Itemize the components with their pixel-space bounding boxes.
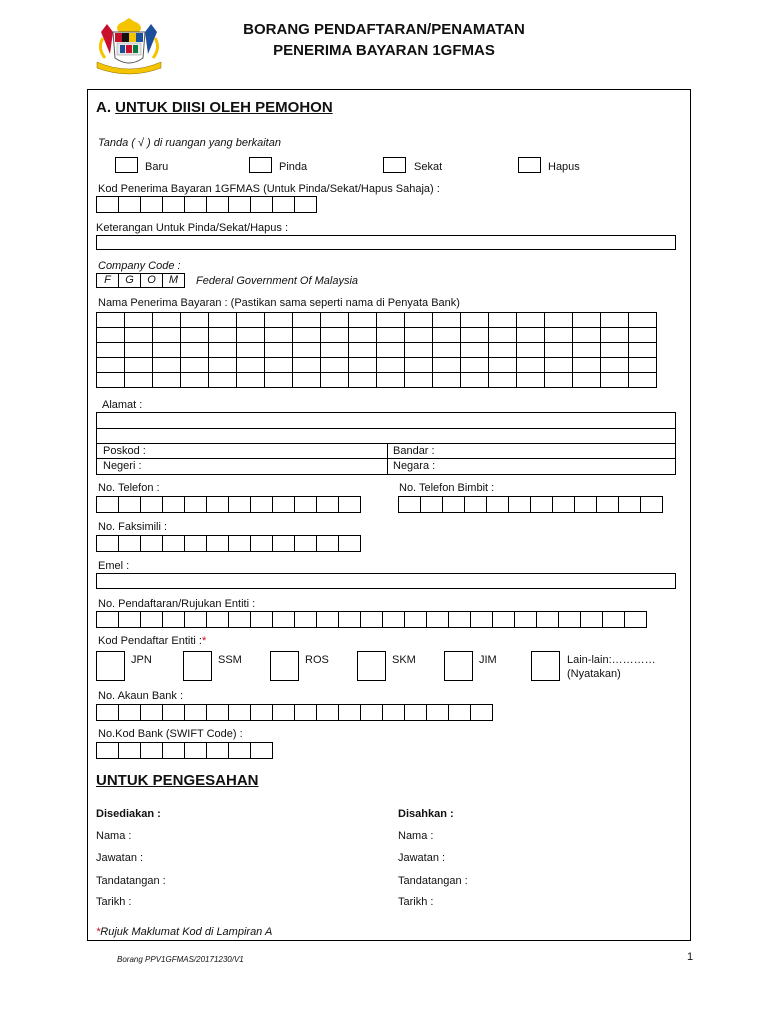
char-cell[interactable] (420, 496, 443, 513)
label-nyatakan: (Nyatakan) (567, 668, 621, 680)
name-grid-cell[interactable] (349, 328, 377, 343)
char-cell[interactable] (118, 496, 141, 513)
disahkan-tandatangan: Tandatangan : (398, 875, 468, 887)
char-cell[interactable] (574, 496, 597, 513)
name-grid-cell[interactable] (125, 358, 153, 373)
name-grid-cell[interactable] (181, 358, 209, 373)
char-cell[interactable] (162, 535, 185, 552)
char-cell[interactable] (382, 611, 405, 628)
name-grid-cell[interactable] (181, 373, 209, 388)
bandar-label: Bandar : (393, 445, 435, 457)
name-grid-cell[interactable] (125, 343, 153, 358)
name-grid-cell[interactable] (181, 328, 209, 343)
char-cell[interactable] (272, 535, 295, 552)
name-grid-cell[interactable] (489, 313, 517, 328)
char-cell[interactable] (118, 196, 141, 213)
char-cell[interactable] (162, 196, 185, 213)
swift-cells[interactable] (96, 742, 273, 759)
name-grid-cell[interactable] (377, 358, 405, 373)
name-grid-cell[interactable] (265, 328, 293, 343)
char-cell[interactable] (184, 196, 207, 213)
company-name: Federal Government Of Malaysia (196, 275, 359, 287)
char-cell[interactable] (338, 704, 361, 721)
char-cell[interactable] (250, 496, 273, 513)
char-cell[interactable] (96, 196, 119, 213)
poskod-label: Poskod : (103, 445, 146, 457)
name-grid-cell[interactable] (601, 343, 629, 358)
bimbit-label: No. Telefon Bimbit : (399, 482, 495, 494)
name-grid-cell[interactable] (125, 373, 153, 388)
char-cell[interactable] (640, 496, 663, 513)
char-cell[interactable] (118, 742, 141, 759)
char-cell[interactable] (140, 196, 163, 213)
char-cell[interactable] (294, 496, 317, 513)
name-grid-cell[interactable] (97, 358, 125, 373)
checkbox-lain-lain[interactable] (531, 651, 560, 681)
char-cell[interactable] (162, 611, 185, 628)
alamat-label: Alamat : (102, 399, 143, 411)
name-grid-cell[interactable] (321, 313, 349, 328)
char-cell[interactable] (338, 535, 361, 552)
name-grid-cell[interactable] (517, 343, 545, 358)
disahkan-label: Disahkan : (398, 808, 454, 820)
name-grid-cell[interactable] (573, 343, 601, 358)
label-jpn: JPN (131, 654, 152, 666)
kod-entiti-label-text: Kod Pendaftar Entiti : (98, 635, 202, 647)
char-cell[interactable] (140, 704, 163, 721)
label-hapus: Hapus (548, 161, 580, 173)
form-code: Borang PPV1GFMAS/20171230/V1 (117, 955, 244, 964)
name-grid-row (97, 343, 657, 358)
name-grid-row (97, 313, 657, 328)
company-code-letter: G (118, 273, 141, 288)
entiti-label: No. Pendaftaran/Rujukan Entiti : (98, 598, 256, 610)
name-grid-cell[interactable] (97, 328, 125, 343)
alamat-block[interactable] (96, 412, 676, 475)
name-grid-row (97, 358, 657, 373)
disahkan-tarikh: Tarikh : (398, 896, 434, 908)
char-cell[interactable] (398, 496, 421, 513)
name-grid-cell[interactable] (321, 358, 349, 373)
name-grid-cell[interactable] (545, 328, 573, 343)
char-cell[interactable] (184, 496, 207, 513)
akaun-bank-cells[interactable] (96, 704, 493, 721)
name-grid-cell[interactable] (349, 358, 377, 373)
kod-penerima-cells[interactable] (96, 196, 317, 213)
name-grid-cell[interactable] (433, 343, 461, 358)
label-ssm: SSM (218, 654, 242, 666)
name-grid-cell[interactable] (405, 358, 433, 373)
nama-penerima-label: Nama Penerima Bayaran : (Pastikan sama seperti nama di Penyata Bank) (98, 297, 460, 309)
nama-penerima-grid[interactable] (96, 312, 657, 388)
char-cell[interactable] (228, 535, 251, 552)
bimbit-cells[interactable] (398, 496, 663, 513)
telefon-label: No. Telefon : (98, 482, 160, 494)
name-grid-cell[interactable] (405, 343, 433, 358)
char-cell[interactable] (338, 611, 361, 628)
char-cell[interactable] (206, 535, 229, 552)
label-skm: SKM (392, 654, 416, 666)
char-cell[interactable] (316, 496, 339, 513)
name-grid-cell[interactable] (265, 358, 293, 373)
label-pinda: Pinda (279, 161, 308, 173)
name-grid-cell[interactable] (153, 343, 181, 358)
footnote-star: * (96, 926, 101, 938)
name-grid-cell[interactable] (237, 313, 265, 328)
name-grid-cell[interactable] (517, 328, 545, 343)
name-grid-cell[interactable] (517, 313, 545, 328)
name-grid-cell[interactable] (321, 328, 349, 343)
char-cell[interactable] (360, 611, 383, 628)
name-grid-cell[interactable] (489, 343, 517, 358)
char-cell[interactable] (552, 496, 575, 513)
negeri-label: Negeri : (103, 460, 142, 472)
name-grid-cell[interactable] (209, 328, 237, 343)
name-grid-cell[interactable] (461, 373, 489, 388)
name-grid-cell[interactable] (293, 328, 321, 343)
name-grid-cell[interactable] (461, 343, 489, 358)
name-grid-cell[interactable] (573, 373, 601, 388)
char-cell[interactable] (470, 611, 493, 628)
char-cell[interactable] (250, 196, 273, 213)
name-grid-cell[interactable] (517, 373, 545, 388)
name-grid-cell[interactable] (321, 373, 349, 388)
char-cell[interactable] (206, 196, 229, 213)
char-cell[interactable] (618, 496, 641, 513)
char-cell[interactable] (580, 611, 603, 628)
char-cell[interactable] (206, 742, 229, 759)
company-code-label: Company Code : (98, 260, 181, 272)
checkbox-ssm[interactable] (183, 651, 212, 681)
name-grid-cell[interactable] (349, 313, 377, 328)
name-grid-cell[interactable] (209, 313, 237, 328)
name-grid-cell[interactable] (629, 358, 657, 373)
name-grid-cell[interactable] (265, 313, 293, 328)
name-grid-cell[interactable] (461, 358, 489, 373)
char-cell[interactable] (294, 704, 317, 721)
name-grid-cell[interactable] (293, 343, 321, 358)
name-grid-cell[interactable] (545, 343, 573, 358)
name-grid-cell[interactable] (545, 358, 573, 373)
char-cell[interactable] (206, 611, 229, 628)
name-grid-cell[interactable] (209, 343, 237, 358)
char-cell[interactable] (382, 704, 405, 721)
form-frame (87, 89, 691, 941)
name-grid-cell[interactable] (377, 343, 405, 358)
name-grid-cell[interactable] (573, 328, 601, 343)
akaun-bank-label: No. Akaun Bank : (98, 690, 183, 702)
name-grid-cell[interactable] (405, 328, 433, 343)
name-grid-cell[interactable] (489, 373, 517, 388)
name-grid-cell[interactable] (377, 328, 405, 343)
name-grid-cell[interactable] (433, 313, 461, 328)
char-cell[interactable] (250, 535, 273, 552)
name-grid-cell[interactable] (573, 358, 601, 373)
name-grid-cell[interactable] (573, 313, 601, 328)
section-a-prefix: A. (96, 99, 111, 116)
char-cell[interactable] (316, 611, 339, 628)
name-grid-cell[interactable] (153, 358, 181, 373)
name-grid-cell[interactable] (545, 313, 573, 328)
company-code-boxes (96, 273, 185, 288)
company-code-letter: O (140, 273, 163, 288)
name-grid-cell[interactable] (265, 343, 293, 358)
name-grid-cell[interactable] (461, 328, 489, 343)
char-cell[interactable] (272, 611, 295, 628)
char-cell[interactable] (536, 611, 559, 628)
char-cell[interactable] (272, 704, 295, 721)
char-cell[interactable] (530, 496, 553, 513)
char-cell[interactable] (596, 496, 619, 513)
char-cell[interactable] (360, 704, 383, 721)
faksimili-cells[interactable] (96, 535, 361, 552)
name-grid-cell[interactable] (153, 328, 181, 343)
char-cell[interactable] (96, 704, 119, 721)
char-cell[interactable] (184, 535, 207, 552)
name-grid-cell[interactable] (601, 313, 629, 328)
name-grid-cell[interactable] (293, 358, 321, 373)
disahkan-jawatan: Jawatan : (398, 852, 446, 864)
char-cell[interactable] (184, 704, 207, 721)
checkbox-baru[interactable] (115, 157, 138, 173)
char-cell[interactable] (470, 704, 493, 721)
footnote-text: Rujuk Maklumat Kod di Lampiran A (100, 926, 273, 938)
name-grid-cell[interactable] (265, 373, 293, 388)
footnote (96, 926, 272, 939)
swift-label: No.Kod Bank (SWIFT Code) : (98, 728, 243, 740)
page-number: 1 (687, 951, 694, 963)
name-grid-cell[interactable] (377, 373, 405, 388)
negara-label: Negara : (393, 460, 436, 472)
char-cell[interactable] (140, 496, 163, 513)
char-cell[interactable] (118, 535, 141, 552)
checkbox-ros[interactable] (270, 651, 299, 681)
name-grid-cell[interactable] (237, 373, 265, 388)
char-cell[interactable] (228, 704, 251, 721)
char-cell[interactable] (316, 535, 339, 552)
faksimili-label: No. Faksimili : (98, 521, 168, 533)
label-ros: ROS (305, 654, 329, 666)
name-grid-cell[interactable] (377, 313, 405, 328)
instruction-text: Tanda ( √ ) di ruangan yang berkaitan (98, 137, 281, 149)
disahkan-nama: Nama : (398, 830, 434, 842)
checkbox-pinda[interactable] (249, 157, 272, 173)
char-cell[interactable] (492, 611, 515, 628)
checkbox-jim[interactable] (444, 651, 473, 681)
name-grid-cell[interactable] (97, 373, 125, 388)
entiti-cells[interactable] (96, 611, 647, 628)
char-cell[interactable] (162, 496, 185, 513)
name-grid-cell[interactable] (97, 343, 125, 358)
char-cell[interactable] (514, 611, 537, 628)
char-cell[interactable] (316, 704, 339, 721)
name-grid-cell[interactable] (237, 328, 265, 343)
alamat-line (97, 443, 675, 444)
name-grid-cell[interactable] (349, 373, 377, 388)
emel-label: Emel : (98, 560, 130, 572)
label-lain-lain: Lain-lain:………… (567, 654, 656, 666)
checkbox-jpn[interactable] (96, 651, 125, 681)
char-cell[interactable] (228, 496, 251, 513)
char-cell[interactable] (140, 611, 163, 628)
name-grid-cell[interactable] (349, 343, 377, 358)
name-grid-cell[interactable] (433, 328, 461, 343)
name-grid-cell[interactable] (97, 313, 125, 328)
char-cell[interactable] (558, 611, 581, 628)
company-code-letter: M (162, 273, 185, 288)
company-code-letter: F (96, 273, 119, 288)
name-grid-cell[interactable] (405, 373, 433, 388)
section-a-title: UNTUK DIISI OLEH PEMOHON (115, 99, 333, 116)
name-grid-cell[interactable] (489, 358, 517, 373)
char-cell[interactable] (272, 196, 295, 213)
checkbox-hapus[interactable] (518, 157, 541, 173)
required-star: * (201, 635, 207, 647)
label-baru: Baru (145, 161, 169, 173)
char-cell[interactable] (338, 496, 361, 513)
keterangan-field[interactable] (96, 235, 676, 250)
section-a-heading (96, 99, 333, 116)
name-grid-cell[interactable] (181, 313, 209, 328)
char-cell[interactable] (228, 196, 251, 213)
char-cell[interactable] (140, 742, 163, 759)
name-grid-cell[interactable] (433, 358, 461, 373)
char-cell[interactable] (96, 742, 119, 759)
name-grid-cell[interactable] (237, 343, 265, 358)
disediakan-tandatangan: Tandatangan : (96, 875, 166, 887)
char-cell[interactable] (140, 535, 163, 552)
char-cell[interactable] (486, 496, 509, 513)
name-grid-row (97, 373, 657, 388)
char-cell[interactable] (294, 611, 317, 628)
name-grid-row (97, 328, 657, 343)
name-grid-cell[interactable] (545, 373, 573, 388)
name-grid-cell[interactable] (237, 358, 265, 373)
alamat-divider (387, 443, 388, 474)
char-cell[interactable] (624, 611, 647, 628)
char-cell[interactable] (602, 611, 625, 628)
name-grid-cell[interactable] (321, 343, 349, 358)
char-cell[interactable] (442, 496, 465, 513)
name-grid-cell[interactable] (181, 343, 209, 358)
char-cell[interactable] (206, 496, 229, 513)
label-sekat: Sekat (414, 161, 443, 173)
name-grid-cell[interactable] (461, 313, 489, 328)
name-grid-cell[interactable] (601, 373, 629, 388)
name-grid-cell[interactable] (125, 328, 153, 343)
name-grid-cell[interactable] (293, 373, 321, 388)
char-cell[interactable] (448, 704, 471, 721)
char-cell[interactable] (206, 704, 229, 721)
name-grid-cell[interactable] (153, 373, 181, 388)
name-grid-cell[interactable] (629, 313, 657, 328)
char-cell[interactable] (162, 742, 185, 759)
name-grid-cell[interactable] (293, 313, 321, 328)
char-cell[interactable] (404, 704, 427, 721)
checkbox-skm[interactable] (357, 651, 386, 681)
char-cell[interactable] (426, 611, 449, 628)
form-title-line2: PENERIMA BAYARAN 1GFMAS (273, 42, 495, 59)
kod-entiti-label (98, 635, 206, 648)
char-cell[interactable] (96, 496, 119, 513)
char-cell[interactable] (508, 496, 531, 513)
name-grid-cell[interactable] (433, 373, 461, 388)
char-cell[interactable] (272, 496, 295, 513)
name-grid-cell[interactable] (629, 328, 657, 343)
disediakan-nama: Nama : (96, 830, 132, 842)
name-grid-cell[interactable] (125, 313, 153, 328)
char-cell[interactable] (250, 611, 273, 628)
char-cell[interactable] (184, 742, 207, 759)
char-cell[interactable] (464, 496, 487, 513)
form-title-line1: BORANG PENDAFTARAN/PENAMATAN (243, 21, 525, 38)
name-grid-cell[interactable] (153, 313, 181, 328)
char-cell[interactable] (250, 742, 273, 759)
name-grid-cell[interactable] (517, 358, 545, 373)
name-grid-cell[interactable] (629, 373, 657, 388)
char-cell[interactable] (162, 704, 185, 721)
name-grid-cell[interactable] (209, 373, 237, 388)
alamat-line (97, 428, 675, 429)
alamat-line (97, 458, 675, 459)
char-cell[interactable] (294, 196, 317, 213)
char-cell[interactable] (448, 611, 471, 628)
name-grid-cell[interactable] (601, 358, 629, 373)
char-cell[interactable] (184, 611, 207, 628)
disediakan-jawatan: Jawatan : (96, 852, 144, 864)
char-cell[interactable] (96, 611, 119, 628)
disediakan-tarikh: Tarikh : (96, 896, 132, 908)
telefon-cells[interactable] (96, 496, 361, 513)
char-cell[interactable] (294, 535, 317, 552)
disediakan-label: Disediakan : (96, 808, 161, 820)
checkbox-sekat[interactable] (383, 157, 406, 173)
char-cell[interactable] (228, 611, 251, 628)
char-cell[interactable] (426, 704, 449, 721)
char-cell[interactable] (404, 611, 427, 628)
label-jim: JIM (479, 654, 497, 666)
name-grid-cell[interactable] (405, 313, 433, 328)
char-cell[interactable] (96, 535, 119, 552)
name-grid-cell[interactable] (601, 328, 629, 343)
char-cell[interactable] (118, 704, 141, 721)
name-grid-cell[interactable] (209, 358, 237, 373)
kod-penerima-label: Kod Penerima Bayaran 1GFMAS (Untuk Pinda/Sekat/Hapus Sahaja) : (98, 183, 440, 195)
name-grid-cell[interactable] (629, 343, 657, 358)
char-cell[interactable] (118, 611, 141, 628)
keterangan-label: Keterangan Untuk Pinda/Sekat/Hapus : (96, 222, 289, 234)
char-cell[interactable] (250, 704, 273, 721)
char-cell[interactable] (228, 742, 251, 759)
pengesahan-heading: UNTUK PENGESAHAN (96, 772, 259, 789)
name-grid-cell[interactable] (489, 328, 517, 343)
emel-field[interactable] (96, 573, 676, 589)
